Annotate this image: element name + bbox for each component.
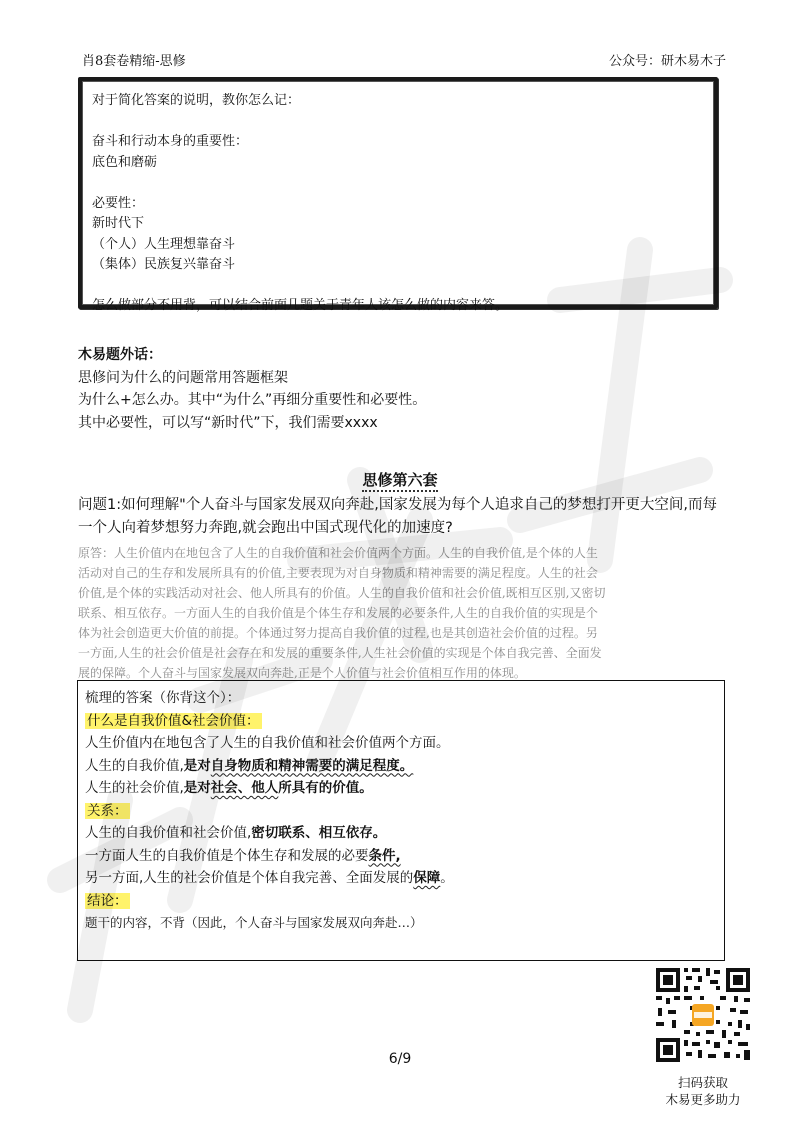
rel-2b: 条件, xyxy=(368,847,401,864)
rel-3a: 另一方面,人生的社会价值是个体自我完善、全面发展的 xyxy=(85,870,414,886)
rel-3b: 保障 xyxy=(413,870,441,886)
header-left-title: 肖8套卷精缩-思修 xyxy=(82,54,186,69)
summary-title: 梳理的答案（你背这个）： xyxy=(85,690,241,706)
rel-2a: 一方面人生的自我价值是个体生存和发展的必要 xyxy=(85,847,369,864)
side-talk-title: 木易题外话： xyxy=(78,347,162,363)
note-box xyxy=(78,77,718,313)
side-talk xyxy=(78,344,426,434)
page-number: 6/9 xyxy=(388,1051,412,1067)
note-line: 怎么做部分不用背，可以结合前面几题关于青年人该怎么做的内容来答。 xyxy=(92,298,509,313)
what-3b: 是对 xyxy=(183,780,211,796)
note-line xyxy=(92,173,508,194)
what-2b: 是对 xyxy=(183,757,211,774)
rel-3c: 。 xyxy=(440,870,454,886)
note-line xyxy=(92,112,508,133)
question-line: 问题1:如何理解"个人奋斗与国家发展双向奔赴,国家发展为每个人追求自己的梦想打开更大空间,而每 xyxy=(78,497,717,513)
side-talk-line: 为什么+怎么办。其中“为什么”再细分重要性和必要性。 xyxy=(78,392,427,408)
qr-code-graphic xyxy=(654,966,752,1064)
what-3c: 社会、他人 xyxy=(210,780,279,796)
summary-what-row xyxy=(85,710,454,733)
original-answer xyxy=(78,543,728,683)
qr-caption-line: 扫码获取 xyxy=(677,1075,728,1090)
original-answer-line: 活动对自己的生存和发展所具有的价值,主要表现为对自身物质和精神需要的满足程度。人生的社会 xyxy=(78,566,598,580)
summary-con-1: 题干的内容，不背（因此，个人奋斗与国家发展双向奔赴…） xyxy=(85,915,423,930)
conclusion-label: 结论： xyxy=(87,892,128,909)
summary-what-3 xyxy=(85,777,454,800)
original-answer-line: 原答：人生价值内在地包含了人生的自我价值和社会价值两个方面。人生的自我价值,是个体的人生 xyxy=(78,546,598,560)
qr-caption xyxy=(640,1074,766,1108)
summary-rel-1 xyxy=(85,822,454,845)
note-box-lines xyxy=(92,91,508,317)
what-2a: 人生的自我价值, xyxy=(85,757,184,774)
note-line: （集体）民族复兴靠奋斗 xyxy=(92,257,236,272)
note-line: 新时代下 xyxy=(92,216,145,231)
note-line: （个人）人生理想靠奋斗 xyxy=(92,236,236,252)
qr-caption-line: 木易更多助力 xyxy=(665,1092,741,1107)
original-answer-line: 价值,是个体的实践活动对社会、他人所具有的价值。人生的自我价值和社会价值,既相互区别,又密切 xyxy=(78,586,606,600)
qr-code-icon[interactable] xyxy=(654,966,752,1064)
summary-box xyxy=(77,680,725,961)
question-line: 一个人向着梦想努力奔跑,就会跑出中国式现代化的加速度? xyxy=(78,520,453,536)
summary-con-row xyxy=(85,890,454,913)
original-answer-line: 联系、相互依存。一方面人生的自我价值是个体生存和发展的必要条件,人生的自我价值的实现是个 xyxy=(78,606,598,620)
summary-rel-3 xyxy=(85,867,454,890)
what-3d: 所具有的价值。 xyxy=(278,780,373,796)
note-line: 必要性： xyxy=(92,195,145,211)
original-answer-line: 体为社会创造更大价值的前提。个体通过努力提高自我价值的过程,也是其创造社会价值的过程。另 xyxy=(78,626,598,640)
header-right-account: 公众号：研木易木子 xyxy=(608,54,726,69)
what-label: 什么是自我价值&社会价值： xyxy=(87,712,260,729)
summary-what-1: 人生价值内在地包含了人生的自我价值和社会价值两个方面。 xyxy=(85,735,450,751)
note-line: 底色和磨砺 xyxy=(92,154,158,170)
question xyxy=(78,494,726,540)
original-answer-line: 一方面,人生的社会价值是社会存在和发展的重要条件,人生社会价值的实现是个体自我完善、全面发 xyxy=(78,646,602,660)
section-title-text: 思修第六套 xyxy=(362,471,437,492)
rel-1b: 密切联系、相互依存。 xyxy=(251,825,387,841)
section-title xyxy=(0,469,800,490)
note-line: 奋斗和行动本身的重要性： xyxy=(92,134,249,149)
summary-rel-row xyxy=(85,800,454,823)
rel-1a: 人生的自我价值和社会价值, xyxy=(85,825,252,841)
summary-what-2 xyxy=(85,755,454,778)
side-talk-line: 思修问为什么的问题常用答题框架 xyxy=(78,369,288,386)
what-2c: 自身物质和精神需要的满足程度。 xyxy=(210,757,414,774)
original-answer-line: 展的保障。个人奋斗与国家发展双向奔赴,正是个人价值与社会价值相互作用的体现。 xyxy=(78,666,526,680)
summary-rel-2 xyxy=(85,845,454,868)
note-line xyxy=(92,276,508,297)
note-line: 对于简化答案的说明，教你怎么记： xyxy=(92,93,301,108)
what-3a: 人生的社会价值, xyxy=(85,780,184,796)
side-talk-line: 其中必要性，可以写“新时代”下，我们需要xxxx xyxy=(78,414,378,431)
relation-label: 关系： xyxy=(87,802,128,819)
